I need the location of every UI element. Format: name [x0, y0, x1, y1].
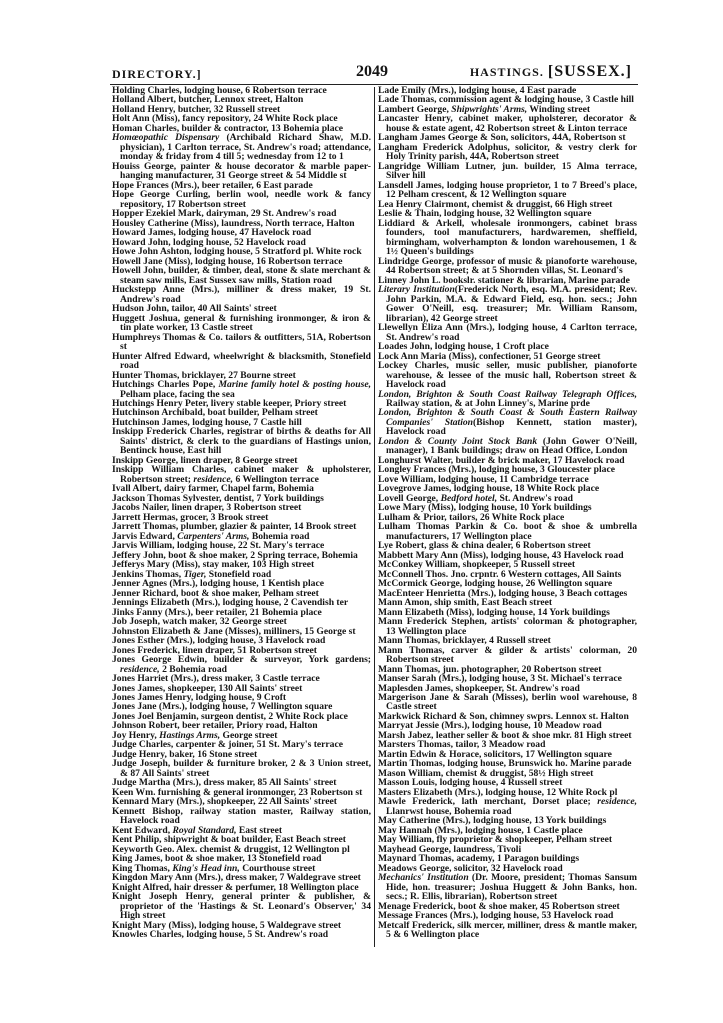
directory-entry: McConnell Thos. Jno. crpntr. 6 Western cottages, All Saints [378, 568, 622, 580]
entry-italic-name: Tiger, [183, 568, 207, 580]
directory-entry: Jackson Thomas Sylvester, dentist, 7 York buildings [112, 492, 324, 504]
entry-text: Hutchings Charles Pope, [112, 379, 219, 391]
directory-entry: Martin Edwin & Horace, solicitors, 17 Wellington square [378, 748, 612, 760]
header-section-title: DIRECTORY.] [112, 67, 202, 81]
directory-entry: Markwick Richard & Son, chimney swprs. Lennox st. Halton [378, 710, 629, 722]
directory-entry: Knight Alfred, hair dresser & perfumer, 18 Wellington place [112, 881, 359, 893]
directory-entry: Margerison Jane & Sarah (Misses), berlin wool warehouse, 8 Castle street [378, 692, 637, 713]
directory-entry: Mayhead George, laundress, Tivoli [378, 843, 522, 855]
header-town: HASTINGS. [469, 65, 544, 79]
entry-text: Stonefield road [206, 568, 272, 580]
directory-entry: Hutchings Henry Peter, livery stable keeper, Priory street [112, 397, 347, 409]
entry-italic-name: Royal Standard, [172, 824, 237, 836]
directory-entry: Keen Wm. furnishing & general ironmonger, 23 Robertson st [112, 786, 363, 798]
directory-entry: Huckstepp Anne (Mrs.), milliner & dress maker, 19 St. Andrew's road [112, 284, 371, 305]
directory-entry [378, 797, 637, 816]
directory-entry: Hunter Alfred Edward, wheelwright & blacksmith, Stonefield road [112, 350, 371, 372]
directory-entry [378, 408, 637, 436]
entry-italic-name: Carpenters' Arms, [177, 530, 250, 542]
directory-entry: Mann Frederick Stephen, artists' colorman & photographer, 13 Wellington place [378, 616, 637, 637]
directory-entry: Keyworth Geo. Alex. chemist & druggist, 12 Wellington pl [112, 843, 350, 855]
directory-entry: Linney John L. bookslr. stationer & librarian, Marine parade [378, 274, 630, 286]
entry-text: Railway station, & at John Linney's, Marine prde [386, 397, 590, 409]
directory-entry: Mason William, chemist & druggist, 58½ High street [378, 767, 594, 779]
directory-entry: Howard James, lodging house, 47 Havelock road [112, 227, 312, 239]
directory-entry: Lovegrove James, lodging house, 18 White Rock place [378, 483, 600, 495]
directory-entry: Manser Sarah (Mrs.), lodging house, 3 St. Michael's terrace [378, 673, 622, 685]
directory-entry: Johnson Robert, beer retailer, Priory road, Halton [112, 720, 318, 732]
entry-italic-name: Shipwrights' Arms, [451, 103, 528, 115]
directory-entry: Jones James, shopkeeper, 130 All Saints' street [112, 682, 303, 694]
directory-entry [378, 437, 637, 456]
directory-entry: Jeffery John, boot & shoe maker, 2 Spring terrace, Bohemia [112, 549, 358, 561]
directory-entry: Metcalf Frederick, silk mercer, milliner, dress & mantle maker, 5 & 6 Wellington place [378, 919, 637, 941]
directory-entry: Lowe Mary (Miss), lodging house, 10 York buildings [378, 502, 592, 514]
directory-entry: Masters Elizabeth (Mrs.), lodging house, 12 White Rock pl [378, 786, 618, 798]
directory-entry: Judge Martha (Mrs.), dress maker, 85 All Saints' street [112, 777, 337, 789]
directory-entry: Lancaster Henry, cabinet maker, upholsterer, decorator & house & estate agent, 42 Robertson street & Linton terrace [378, 113, 637, 134]
directory-entry: Inskipp George, linen draper, 8 George street [112, 454, 298, 466]
directory-entry: Judge Joseph, builder & furniture broker, 2 & 3 Union street, & 87 All Saints' street [112, 758, 371, 779]
directory-entry: MacEnteer Henrietta (Mrs.), lodging house, 3 Beach cottages [378, 587, 628, 599]
directory-entry: Howell Jane (Miss), lodging house, 16 Robertson terrace [112, 255, 343, 267]
entry-italic-name: Literary Institution [378, 284, 455, 296]
directory-entry: Marsters Thomas, tailor, 3 Meadow road [378, 739, 546, 751]
directory-entry: Houiss George, painter & house decorator & marble paper-hanging manufacturer, 31 George street & 54 Middle st [112, 160, 371, 182]
directory-entry: Jarrett Thomas, plumber, glazier & painter, 14 Brook street [112, 521, 357, 533]
entry-text: St. Andrew's road [497, 492, 573, 504]
directory-entry: Humphreys Thomas & Co. tailors & outfitters, 51A, Robertson st [112, 331, 371, 353]
directory-entry [378, 390, 637, 409]
directory-entry: Love William, lodging house, 11 Cambridge terrace [378, 473, 589, 485]
entry-text: Llanrwst house, Bohemia road [386, 805, 512, 817]
page-number: 2049 [356, 63, 388, 80]
entry-text: Jones George Edwin, builder & surveyor, York gardens; [112, 654, 371, 666]
directory-entry: Hunter Thomas, bricklayer, 27 Bourne street [112, 369, 296, 381]
entry-text: Lovell George, [378, 492, 441, 504]
entry-text: George street [220, 729, 278, 741]
directory-entry: Jarrett Hermas, grocer, 3 Brook street [112, 511, 269, 523]
directory-entry: Knight Joseph Henry, general printer & publisher, & proprietor of the 'Hastings & St. Leonard's Observer,' 34 High street [112, 891, 371, 922]
directory-entry: Lade Emily (Mrs.), lodging house, 4 East parade [378, 85, 577, 96]
directory-entry [112, 380, 371, 399]
directory-entry: Judge Henry, baker, 16 Stone street [112, 748, 258, 760]
directory-entry [112, 465, 371, 484]
entry-text: (Archibald Richard Shaw, M.D. physician), 1 Carlton terrace, St. Andrew's road; attendance, monday & friday from 4 till 5; wednesday from 12 to 1 [120, 132, 371, 163]
directory-entry: Judge Charles, carpenter & joiner, 51 St. Mary's terrace [112, 739, 343, 751]
directory-entry: Knowles Charles, lodging house, 5 St. Andrew's road [112, 929, 329, 941]
directory-entry: Holt Ann (Miss), fancy repository, 24 White Rock place [112, 113, 338, 125]
directory-entry: Jefferys Mary (Miss), stay maker, 103 High street [112, 559, 315, 571]
directory-entry: Langham Frederick Adolphus, solicitor, & vestry clerk for Holy Trinity parish, 44A, Robertson street [378, 141, 637, 163]
directory-entry: Jones Joel Benjamin, surgeon dentist, 2 White Rock place [112, 710, 348, 722]
directory-entry: Jinks Fanny (Mrs.), beer retailer, 21 Bohemia place [112, 606, 322, 618]
column-divider [374, 87, 375, 947]
directory-entry: Howe John Ashton, lodging house, 5 Stratford pl. White rock [112, 246, 362, 258]
entry-text: 2 Bohemia road [159, 663, 227, 675]
entry-italic-name: Bedford hotel, [440, 492, 498, 504]
entry-text: 6 Wellington terrace [233, 473, 319, 485]
entry-text: Lambert George, [378, 103, 452, 115]
directory-entry: Johnston Elizabeth & Jane (Misses), milliners, 15 George st [112, 625, 356, 637]
entry-text: (Dr. Moore, president; Thomas Sansum Hide, hon. treasurer; Joshua Huggett & John Banks, hon. secs.; R. Ellis, librarian), Robertson street [386, 872, 637, 903]
directory-entry: Jarvis William, lodging house, 22 St. Mary's terrace [112, 540, 325, 552]
directory-entry: Lea Henry Clairmont, chemist & druggist, 66 High street [378, 198, 613, 210]
directory-entry: Meadows George, solicitor, 32 Havelock road [378, 862, 563, 874]
directory-entry: Llewellyn Eliza Ann (Mrs.), lodging house, 4 Carlton terrace, St. Andrew's road [378, 322, 637, 343]
directory-entry: Hope George Curling, berlin wool, needle work & fancy repository, 17 Robertson street [112, 189, 371, 210]
entry-italic-name: Marine family hotel & posting house, [218, 379, 371, 391]
directory-entry: Holding Charles, lodging house, 6 Robertson terrace [112, 85, 327, 96]
entry-text: Winding street [527, 103, 591, 115]
entry-text: Joy Henry, [112, 729, 160, 741]
directory-entry: Mann Elizabeth (Miss), lodging house, 14 York buildings [378, 606, 610, 618]
directory-entry: Loades John, lodging house, 1 Croft place [378, 341, 549, 353]
directory-entry: Housley Catherine (Miss), laundress, North terrace, Halton [112, 217, 355, 229]
directory-entry: Howard John, lodging house, 52 Havelock road [112, 236, 306, 248]
entry-italic-name: London & County Joint Stock Bank [378, 435, 538, 447]
entry-text: (Bishop Kennett, station master), Havelock road [386, 416, 637, 438]
entry-text: (John Gower O'Neill, manager), 1 Bank buildings; draw on Head Office, London [386, 435, 637, 457]
entry-text: Jarvis Edward, [112, 530, 178, 542]
entry-italic-name: London, Brighton & South Coast Railway Telegraph Offices, [378, 388, 637, 400]
entry-italic-name: King's Head inn, [172, 862, 240, 874]
directory-entry: Hutchinson James, lodging house, 7 Castle hill [112, 416, 302, 428]
directory-entry [378, 285, 637, 323]
directory-entry: Maplesden James, shopkeeper, St. Andrew's road [378, 682, 580, 694]
directory-entry: Jones Frederick, linen draper, 51 Robertson street [112, 644, 318, 656]
directory-entry: Jennings Elizabeth (Mrs.), lodging house, 2 Cavendish ter [112, 597, 349, 609]
entry-text: Bohemia road [249, 530, 310, 542]
directory-entry: Jenner Richard, boot & shoe maker, Pelham street [112, 587, 319, 599]
directory-entry: Maynard Thomas, academy, 1 Paragon buildings [378, 853, 580, 865]
entry-text: Jenkins Thomas, [112, 568, 184, 580]
directory-entry: Marsh Jabez, leather seller & boot & shoe mkr. 81 High street [378, 729, 632, 741]
directory-entry: Hudson John, tailor, 40 All Saints' street [112, 303, 277, 315]
directory-entry: Kingdon Mary Ann (Mrs.), dress maker, 7 Waldegrave street [112, 872, 361, 884]
directory-entry: Longhurst Walter, builder & brick maker, 17 Havelock road [378, 454, 625, 466]
running-header [112, 64, 632, 84]
directory-entry: McCormick George, lodging house, 26 Wellington square [378, 578, 613, 590]
directory-entry: Lindridge George, professor of music & pianoforte warehouse, 44 Robertson street; & at 5 Shornden villas, St. Leonard's [378, 255, 637, 277]
directory-entry: Mann Amon, ship smith, East Beach street [378, 597, 553, 609]
directory-entry: Martin Thomas, lodging house, Brunswick ho. Marine parade [378, 758, 632, 770]
header-county: [SUSSEX.] [547, 63, 632, 80]
directory-entry: Hutchinson Archibald, boat builder, Pelham street [112, 407, 318, 419]
directory-entry: Leslie & Thain, lodging house, 32 Wellington square [378, 208, 592, 220]
entry-text: (Frederick North, esq. M.A. president; Rev. John Parkin, M.A. & Edward Field, esq. hon. secs.; John Gower O'Neill, esq. treasurer; Mr. William Ransom, librarian), 42 George street [386, 284, 637, 324]
directory-entry: Jenner Agnes (Mrs.), lodging house, 1 Kentish place [112, 578, 324, 590]
directory-entry: May Catherine (Mrs.), lodging house, 13 York buildings [378, 815, 607, 827]
entry-text: Kent Edward, [112, 824, 173, 836]
directory-entry: Mabbett Mary Ann (Miss), lodging house, 43 Havelock road [378, 549, 624, 561]
directory-entry: Lockey Charles, music seller, music publisher, pianoforte warehouse, & lessee of the music hall, Robertson street & Havelock road [378, 360, 637, 391]
directory-entry: Menage Frederick, boot & shoe maker, 45 Robertson street [378, 900, 620, 912]
entry-italic-name: Mechanics' Institution [378, 872, 469, 884]
left-column [112, 86, 371, 940]
directory-entry: Howell John, builder, & timber, deal, stone & slate merchant & steam saw mills, East Sussex saw mills, Station road [112, 265, 371, 286]
directory-entry: Marryat Jessie (Mrs.), lodging house, 10 Meadow road [378, 720, 602, 732]
directory-entry: Lansdell James, lodging house proprietor, 1 to 7 Breed's place, 12 Pelham crescent, & 12 Wellington square [378, 179, 637, 201]
directory-entry: Kennett Bishop, railway station master, Railway station, Havelock road [112, 805, 371, 827]
directory-entry: Mann Thomas, bricklayer, 4 Russell street [378, 635, 551, 647]
entry-italic-name: Hastings Arms, [159, 729, 221, 741]
entry-italic-name: residence, [120, 663, 160, 675]
directory-entry: King James, boot & shoe maker, 13 Stonefield road [112, 853, 322, 865]
entry-text: Courthouse street [239, 862, 316, 874]
directory-entry: Mann Thomas, carver & gilder & artists' colorman, 20 Robertson street [378, 644, 637, 666]
directory-entry: May William, fly proprietor & shopkeeper, Pelham street [378, 834, 613, 846]
directory-entry: McConkey William, shopkeeper, 5 Russell street [378, 559, 576, 571]
right-column [378, 86, 637, 940]
directory-entry [112, 133, 371, 161]
entry-text: East street [236, 824, 283, 836]
entry-text: Mawle Frederick, lath merchant, Dorset place; [378, 796, 598, 808]
directory-entry: Langham James George & Son, solicitors, 44A, Robertson st [378, 132, 626, 144]
directory-entry: Longley Frances (Mrs.), lodging house, 3 Gloucester place [378, 464, 615, 476]
directory-entry [378, 873, 637, 901]
directory-entry: Lade Thomas, commission agent & lodging house, 3 Castle hill [378, 94, 634, 106]
directory-entry: Mann Thomas, jun. photographer, 20 Robertson street [378, 663, 602, 675]
entry-italic-name: residence, [597, 796, 637, 808]
directory-entry: Langridge William Lutner, jun. builder, 15 Alma terrace, Silver hill [378, 160, 637, 182]
directory-entry: Kennard Mary (Mrs.), shopkeeper, 22 All Saints' street [112, 796, 337, 808]
directory-entry: Hopper Ezekiel Mark, dairyman, 29 St. Andrew's road [112, 208, 337, 220]
directory-entry: Lulham & Prior, tailors, 26 White Rock place [378, 511, 565, 523]
directory-entry: Jones Esther (Mrs.), lodging house, 3 Havelock road [112, 635, 326, 647]
directory-entry: Jones James Henry, lodging house, 9 Croft [112, 692, 287, 703]
directory-entry: Job Joseph, watch maker, 32 George street [112, 616, 287, 628]
directory-entry: Jones Jane (Mrs.), lodging house, 7 Wellington square [112, 701, 333, 713]
directory-entry: Liddiard & Arkell, wholesale ironmongers, cabinet brass founders, tool manufacturers, hardwaremen, sheffield, birmingham, wolverhampton & london warehousemen, 1 & 1½ Queen's buildings [378, 217, 637, 258]
entry-text: Inskipp William Charles, cabinet maker & upholsterer, Robertson street; [112, 464, 371, 485]
directory-entry [112, 655, 371, 674]
directory-entry: Masson Louis, lodging house, 4 Russell street [378, 777, 563, 789]
directory-entry: Holland Albert, butcher, Lennox street, Halton [112, 94, 304, 106]
directory-entry: Jones Harriet (Mrs.), dress maker, 3 Castle terrace [112, 673, 320, 685]
entry-italic-name: Homœopathic Dispensary [112, 132, 220, 144]
directory-entry: Lye Robert, glass & china dealer, 6 Robertson street [378, 540, 591, 552]
directory-entry: Knight Mary (Miss), lodging house, 5 Waldegrave street [112, 919, 342, 931]
directory-entry: Lulham Thomas Parkin & Co. boot & shoe & umbrella manufacturers, 17 Wellington place [378, 521, 637, 542]
directory-entry: Homan Charles, builder & contractor, 13 Bohemia place [112, 122, 344, 134]
directory-entry: Jacobs Nailer, linen draper, 3 Robertson street [112, 502, 302, 514]
directory-entry: Inskipp Frederick Charles, registrar of births & deaths for All Saints' district, & clerk to the guardians of Hastings union, Bentinck house, East hill [112, 426, 371, 457]
directory-entry: Ivall Albert, dairy farmer, Chapel farm, Bohemia [112, 483, 314, 495]
directory-entry: Lock Ann Maria (Miss), confectioner, 51 George street [378, 350, 601, 362]
directory-entry: May Hannah (Mrs.), lodging house, 1 Castle place [378, 824, 583, 836]
entry-text: Pelham place, facing the sea [120, 388, 235, 400]
entry-text: King Thomas, [112, 862, 173, 874]
directory-entry: Hope Frances (Mrs.), beer retailer, 6 East parade [112, 179, 313, 191]
entry-italic-name: London, Brighton & South Coast & South Eastern Railway Companies' Station [378, 407, 637, 428]
header-location [470, 63, 632, 81]
directory-entry: Holland Henry, butcher, 32 Russell street [112, 103, 281, 115]
directory-entry: Huggett Joshua, general & furnishing ironmonger, & iron & tin plate worker, 13 Castle street [112, 312, 371, 334]
directory-entry: Message Frances (Mrs.), lodging house, 53 Havelock road [378, 910, 614, 922]
directory-entry: Kent Philip, shipwright & boat builder, East Beach street [112, 834, 346, 846]
entry-italic-name: residence, [193, 473, 234, 485]
